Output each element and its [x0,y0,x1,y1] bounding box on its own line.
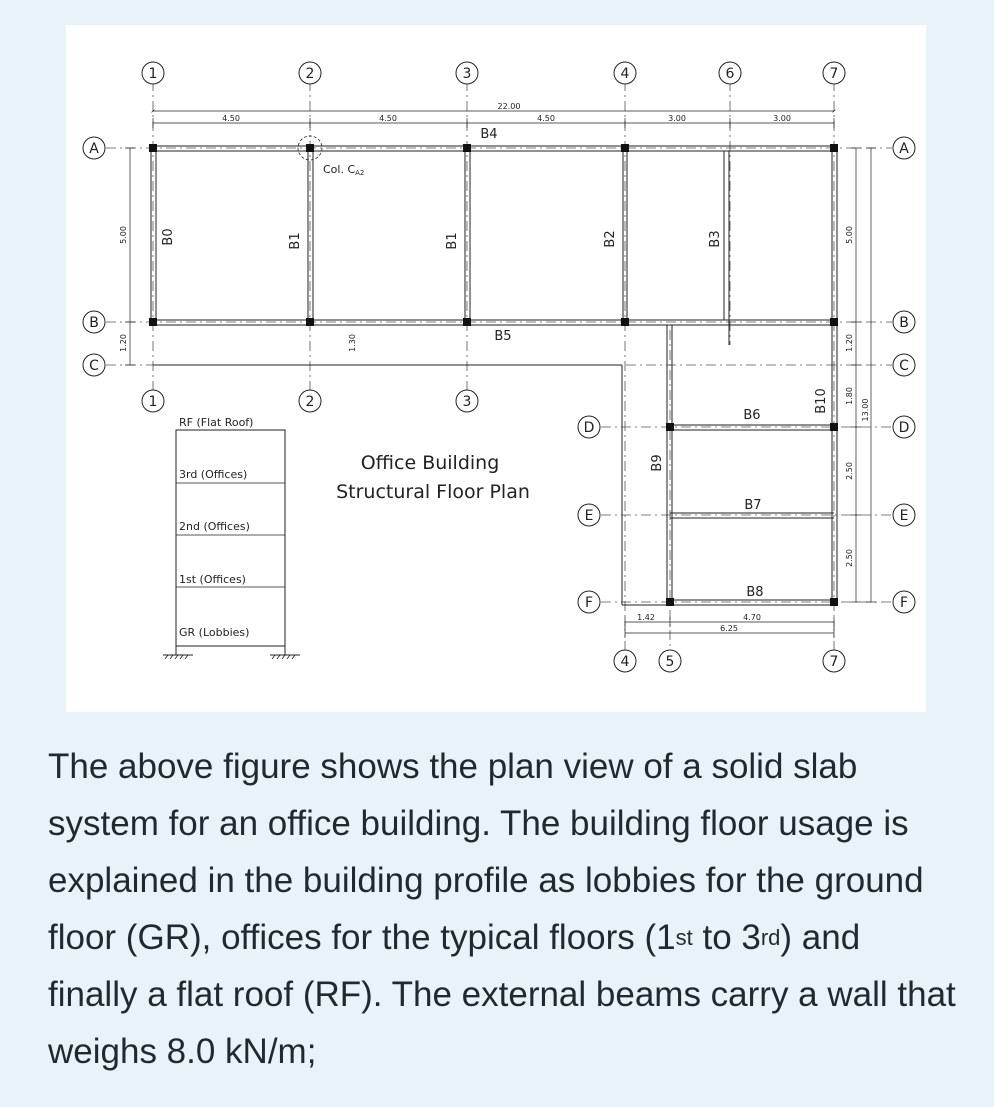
axis-label-E-right: E [899,508,909,524]
beam-label-b7: B7 [744,498,762,513]
beam-label-b2: B2 [603,230,618,248]
beam-label-b5: B5 [494,329,512,344]
dim-left-1: 5.00 [119,226,128,244]
axis-label-E-inner: E [584,508,594,524]
axis-label-2-top: 2 [305,66,315,82]
drawing-title-line2: Structural Floor Plan [336,481,530,503]
dim-bottom-1: 1.42 [637,613,655,622]
left-axis-bubbles [83,137,105,376]
axis-label-4-bottom: 4 [620,654,630,670]
overall-dimension: 22.00 [497,102,521,111]
description-text-3: ) and finally a flat roof (RF). The external beams carry a wall that weighs 8.0 kN/m; [48,918,956,1071]
description-text-1: The above figure shows the plan view of a solid slab system for an office building. The building floor usage is explained in the building profile as lobbies for the ground floor (GR), offices for the typical floors (1 [48,747,924,957]
floor-plan-svg [66,25,926,712]
beams [148,146,837,605]
axis-label-5-bottom: 5 [665,654,675,670]
dim-right-4: 2.50 [845,462,854,480]
beam-label-b6: B6 [743,408,761,423]
axis-label-7-top: 7 [829,66,839,82]
description-text-2: to 3 [692,918,761,957]
axis-label-C-right: C [899,358,909,374]
dim-bottom-3: 6.25 [720,624,738,633]
beam-label-b10: B10 [814,388,829,414]
drawing-title-line1: Office Building [360,452,500,474]
axis-label-3-top: 3 [462,66,472,82]
floor-label-2nd: 2nd (Offices) [179,520,250,533]
beam-label-b8: B8 [746,585,764,600]
dim-right-1: 5.00 [845,226,854,244]
beam-label-b1a: B1 [288,232,303,250]
columns [149,144,838,606]
column-label-subscript: A2 [355,169,365,177]
axis-label-6-top: 6 [725,66,735,82]
dim-right-total: 13.00 [861,398,870,422]
dimension-lines [125,111,876,638]
dim-right-5: 2.50 [845,549,854,567]
building-profile [163,430,300,659]
axis-label-B-left: B [89,315,99,331]
axis-label-3-mid: 3 [462,394,472,410]
superscript-st: st [675,925,693,950]
beam-label-b9: B9 [650,454,665,472]
dim-right-2: 1.20 [845,334,854,352]
axis-label-7-bottom: 7 [829,654,839,670]
axis-label-2-mid: 2 [305,394,315,410]
beam-label-b3: B3 [708,230,723,248]
axis-label-F-inner: F [584,595,594,611]
floor-label-rf: RF (Flat Roof) [179,416,254,429]
dim-bottom-2: 4.70 [743,613,761,622]
beam-label-b0: B0 [161,228,176,246]
dim-span-5: 3.00 [773,114,791,123]
right-axis-bubbles [893,137,915,613]
axis-label-D-right: D [898,420,910,436]
dim-span-2: 4.50 [379,114,397,123]
axis-label-B-right: B [899,315,909,331]
dim-small: 1.30 [348,334,357,352]
superscript-rd: rd [760,925,781,950]
structural-drawing [66,25,926,712]
dim-span-1: 4.50 [222,114,240,123]
top-axis-bubbles [142,62,845,84]
dim-span-3: 4.50 [537,114,555,123]
axis-label-A-left: A [89,141,99,157]
column-label-text: Col. C [323,163,356,176]
axis-label-D-inner: D [583,420,595,436]
axis-label-4-top: 4 [620,66,630,82]
problem-description [48,738,958,1080]
floor-label-gr: GR (Lobbies) [179,626,250,639]
axis-label-A-right: A [899,141,909,157]
dim-left-2: 1.20 [119,334,128,352]
beam-label-b1b: B1 [445,232,460,250]
axis-label-C-left: C [89,358,99,374]
axis-label-1-top: 1 [148,66,158,82]
beam-label-b4: B4 [480,127,498,142]
axis-label-F-right: F [899,595,909,611]
bottom-axis-bubbles [614,650,845,672]
dim-span-4: 3.00 [668,114,686,123]
axis-label-1-mid: 1 [148,394,158,410]
column-label [323,163,364,177]
floor-label-1st: 1st (Offices) [179,573,246,586]
dim-right-3: 1.80 [845,387,854,405]
floor-label-3rd: 3rd (Offices) [179,468,248,481]
